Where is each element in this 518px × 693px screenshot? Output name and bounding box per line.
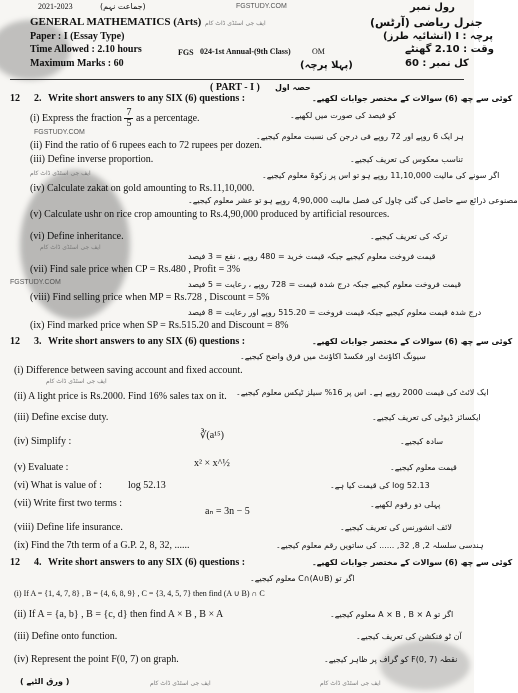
q4-item-ur: اگر تو (A∪B)∩C معلوم کیجیے۔ (250, 574, 355, 583)
q3-item-ur: قیمت معلوم کیجیے۔ (390, 463, 457, 472)
item-text: Write first two terms : (33, 498, 123, 509)
max-marks: Maximum Marks : 60 (30, 58, 124, 69)
q3-item-ur: سادہ کیجیے۔ (400, 437, 444, 446)
divider (10, 79, 464, 80)
q2-item-ur: قیمت فروخت معلوم کیجیے جبکہ درج شدہ قیمت = 728 روپے ، رعایت = 5 فیصد (188, 280, 462, 289)
item-number: (viii) (30, 292, 50, 303)
item-number: (vi) (14, 480, 29, 491)
item-number: (ix) (14, 540, 29, 551)
item-text: Find the ratio of 6 rupees each to 72 rupees per dozen. (44, 140, 262, 151)
item-text: A light price is Rs.2000. Find 16% sales tax on it. (28, 391, 227, 402)
item-text: Find sale price when CP = Rs.480 , Profit = 3% (49, 264, 241, 275)
item-text: Express the fraction (41, 112, 122, 124)
q2-heading: Write short answers to any SIX (6) questions : (48, 93, 246, 104)
q4-item-ur: آن ٹو فنکشن کی تعریف کیجیے۔ (356, 632, 462, 641)
item-number: (vii) (14, 498, 32, 509)
q3-item-ur: ایکسائز ڈیوٹی کی تعریف کیجیے۔ (372, 413, 481, 422)
item-text: Define excise duty. (31, 412, 109, 423)
q3-heading: Write short answers to any SIX (6) questions : (48, 336, 246, 347)
stain (380, 640, 470, 690)
q2-item (30, 140, 262, 151)
item-text: Find marked price when SP = Rs.515.20 and Discount = 8% (46, 320, 289, 331)
q3-item (14, 365, 243, 376)
q4-marks: 12 (10, 557, 20, 568)
q3-heading-ur: کوئی سے چھ (6) سوالات کے مختصر جوابات لکھیے۔ (312, 337, 513, 346)
item-number: (i) (14, 365, 24, 376)
q4-heading: Write short answers to any SIX (6) questions : (48, 557, 246, 568)
item-number: (ii) (14, 391, 27, 402)
q4-item-ur: نقطہ F(0, 7) کو گراف پر ظاہر کیجیے۔ (324, 655, 458, 664)
watermark-ur: ایف جی اسٹڈی ڈاٹ کام (30, 170, 91, 177)
q3-item (14, 498, 122, 509)
q2-item-ur: ترکہ کی تعریف کیجیے۔ (370, 232, 448, 241)
item-number: (iv) (14, 436, 29, 447)
exam-title-ur: جنرل ریاضی (آرٹس) (370, 16, 483, 29)
q2-number: 2. (34, 93, 42, 104)
fraction (124, 108, 133, 129)
item-text: Calculate ushr on rice crop amounting to Rs.4,90,000 produced by artificial resources. (44, 209, 390, 220)
q2-item (30, 209, 389, 220)
turn-over-note: ( ورق الٹیے ) (20, 677, 70, 686)
item-number: (i) (30, 112, 40, 124)
part-label: ( PART - I ) (210, 82, 260, 93)
q3-item-ur: لائف انشورنس کی تعریف کیجیے۔ (340, 523, 452, 532)
item-number: (iv) (14, 654, 29, 665)
item-text: Represent the point F(0, 7) on graph. (30, 654, 179, 665)
q2-item-ur: قیمت فروخت معلوم کیجیے جبکہ قیمت خرید = 480 روپے ، نفع = 3 فیصد (188, 252, 436, 261)
q2-item-ur: کو فیصد کی صورت میں لکھیے۔ (290, 111, 396, 120)
paper-label: Paper : I (Essay Type) (30, 31, 125, 42)
q2-item (30, 231, 124, 242)
part-ur: (پہلا پرچہ) (300, 60, 353, 71)
q2-item-ur: تناسب معکوس کی تعریف کیجیے۔ (350, 155, 463, 164)
item-text: Define inheritance. (46, 231, 124, 242)
time-ur: وقت : 2.10 گھنٹے (405, 44, 494, 55)
header-group-ur: (جماعت نہم) (100, 2, 146, 11)
item-text: Define inverse proportion. (47, 154, 154, 165)
q3-item-ur: log 52.13 کی قیمت کیا ہے۔ (330, 481, 430, 490)
q2-item (30, 292, 270, 303)
watermark-ur: ایف جی اسٹڈی ڈاٹ کام (46, 378, 107, 385)
item-number: (v) (30, 209, 42, 220)
q3-item (14, 391, 227, 402)
watermark-ur: ایف جی اسٹڈی ڈاٹ کام (40, 244, 101, 251)
q2-item-ur: اگر سونے کی مالیت 11,10,000 روپے ہو تو اس پر زکوۃ معلوم کیجیے۔ (262, 171, 500, 180)
q3-item (14, 522, 123, 533)
item-number: (v) (14, 462, 26, 473)
item-number: (iii) (14, 412, 29, 423)
fraction-denominator: 5 (126, 118, 132, 129)
q2-item-ur: مصنوعی ذرائع سے حاصل کی گئی چاول کی فصل مالیت 4,90,000 روپے ہو تو عشر معلوم کیجیے۔ (188, 196, 518, 205)
item-number: (iii) (14, 631, 29, 642)
time-allowed: Time Allowed : 2.10 hours (30, 44, 142, 55)
item-text: Find the 7th term of a G.P. 2, 8, 32, ...... (30, 540, 190, 551)
header-year: 2021-2023 (38, 2, 73, 11)
q4-item (14, 654, 179, 665)
item-text: Difference between saving account and fixed account. (25, 365, 243, 376)
item-text: If A = {a, b} , B = {c, d} then find A × B , B × A (28, 609, 224, 620)
q3-item-ur: ایک لائٹ کی قیمت 2000 روپے ہے۔ اس پر 16% سیلز ٹیکس معلوم کیجیے۔ (236, 388, 489, 397)
watermark-ur: ایف جی اسٹڈی ڈاٹ کام (320, 680, 381, 687)
om-label: OM (312, 47, 325, 56)
item-text-tail: as a percentage. (135, 112, 200, 124)
marks-ur: کل نمبر : 60 (405, 58, 469, 69)
q4-number: 4. (34, 557, 42, 568)
q4-item (14, 631, 117, 642)
q2-item (30, 154, 153, 165)
q4-heading-ur: کوئی سے چھ (6) سوالات کے مختصر جوابات لکھیے۔ (312, 558, 513, 567)
q3-item (14, 412, 108, 423)
q2-item (30, 183, 254, 194)
item-text: Define onto function. (31, 631, 118, 642)
q3-item-ur: ہندسی سلسلہ 2, 8, 32, ...... کی ساتویں رقم معلوم کیجیے۔ (276, 541, 484, 550)
item-number: (ii) (14, 609, 27, 620)
item-text: Evaluate : (28, 462, 69, 473)
fraction-numerator: 7 (126, 107, 132, 118)
q4-item (14, 589, 265, 598)
item-number: (vi) (30, 231, 45, 242)
q2-item (30, 320, 288, 331)
q4-item-ur: اگر تو A × B , B × A معلوم کیجیے۔ (330, 610, 454, 619)
exam-title: GENERAL MATHEMATICS (Arts) (30, 16, 202, 28)
q3-math: aₙ = 3n − 5 (205, 506, 250, 517)
item-number: (viii) (14, 522, 34, 533)
item-text: Simplify : (30, 436, 72, 447)
watermark-ur: ایف جی اسٹڈی ڈاٹ کام (150, 680, 211, 687)
item-text: Define life insurance. (36, 522, 123, 533)
watermark-url: FGSTUDY.COM (236, 3, 287, 10)
annual-label: 024-1st Annual-(9th Class) (200, 47, 291, 56)
item-number: (i) (14, 589, 22, 598)
fgs-code: FGS (178, 48, 194, 57)
q3-item (14, 480, 102, 491)
q2-item-ur: درج شدہ قیمت معلوم کیجیے جبکہ قیمت فروخت = 515.20 روپے اور رعایت = 8 فیصد (188, 308, 482, 317)
watermark-url: FGSTUDY.COM (34, 129, 85, 136)
q3-math: log 52.13 (128, 480, 166, 491)
q3-item-ur: سیونگ اکاؤنٹ اور فکسڈ اکاؤنٹ میں فرق واضح کیجیے۔ (240, 352, 426, 361)
q3-math: x² × x^½ (194, 458, 230, 469)
item-text: Calculate zakat on gold amounting to Rs.11,10,000. (46, 183, 255, 194)
q2-marks: 12 (10, 93, 20, 104)
q2-item (30, 108, 200, 129)
item-text: What is value of : (30, 480, 102, 491)
item-number: (ii) (30, 140, 43, 151)
q2-heading-ur: کوئی سے چھ (6) سوالات کے مختصر جوابات لکھیے۔ (312, 94, 513, 103)
q2-item (30, 264, 240, 275)
q3-item (14, 436, 71, 447)
item-number: (vii) (30, 264, 48, 275)
q3-marks: 12 (10, 336, 20, 347)
paper-label-ur: پرچہ : I (انشائیہ طرز) (383, 31, 494, 42)
item-text: If A = {1, 4, 7, 8} , B = {4, 6, 8, 9} , C = {3, 4, 5, 7} then find (A ∪ B) ∩ C (23, 589, 265, 598)
watermark-ur: ایف جی اسٹڈی ڈاٹ کام (205, 20, 266, 27)
item-number: (iii) (30, 154, 45, 165)
q3-number: 3. (34, 336, 42, 347)
q3-item (14, 462, 68, 473)
part-label-ur: حصہ اول (275, 83, 311, 92)
q3-item-ur: پہلی دو رقوم لکھیے۔ (370, 500, 441, 509)
item-text: Find selling price when MP = Rs.728 , Discount = 5% (52, 292, 270, 303)
q2-item-ur: ہر ایک 6 روپے اور 72 روپے فی درجن کی نسبت معلوم کیجیے۔ (256, 132, 464, 141)
roll-number-label: رول نمبر (410, 2, 455, 13)
q3-math: ∛(a¹⁵) (200, 430, 224, 441)
q4-item (14, 609, 223, 620)
item-number: (ix) (30, 320, 45, 331)
watermark-url: FGSTUDY.COM (10, 279, 61, 286)
q3-item (14, 540, 190, 551)
item-number: (iv) (30, 183, 45, 194)
